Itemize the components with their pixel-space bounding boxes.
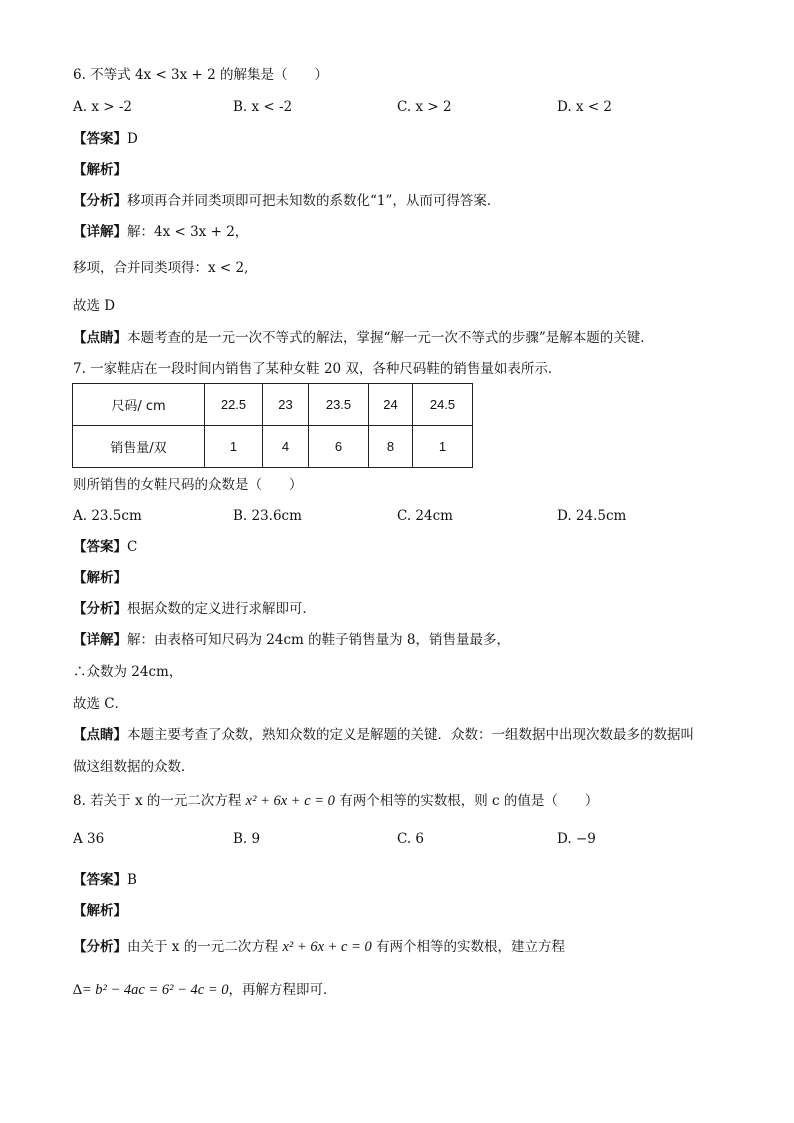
q7-option-d: D. 24.5cm xyxy=(557,508,627,524)
answer-value: B xyxy=(127,872,137,888)
q7-dianjing xyxy=(73,726,694,744)
q8-option-c: C. 6 xyxy=(397,831,425,847)
q8-option-d: D. −9 xyxy=(557,831,596,847)
q7-step2: 故选 C． xyxy=(73,696,129,712)
q6-dianjing xyxy=(73,329,654,347)
q6-stem: 6. 不等式 4x < 3x + 2 的解集是（ ） xyxy=(73,67,329,83)
q8-fenxi-cont xyxy=(73,981,337,999)
fenxi-text-end: 有两个相等的实数根，建立方程 xyxy=(371,939,566,955)
q7-stem: 7. 一家鞋店在一段时间内销售了某种女鞋 20 双，各种尺码鞋的销售量如表所示． xyxy=(73,361,562,377)
table-row xyxy=(73,426,473,468)
size-sales-table xyxy=(72,383,473,468)
q7-xiangjie xyxy=(73,631,510,649)
dianjing-text: 本题考查的是一元一次不等式的解法，掌握“解一元一次不等式的步骤”是解本题的关键． xyxy=(127,330,654,346)
dianjing-tag: 【点睛】 xyxy=(73,727,127,743)
table-row-label: 销售量/双 xyxy=(73,426,205,468)
q8-stem-text: 8. 若关于 x 的一元二次方程 xyxy=(73,793,246,809)
table-cell: 24.5 xyxy=(413,384,473,426)
table-cell: 23 xyxy=(263,384,309,426)
q7-step1: ∴众数为 24cm， xyxy=(73,664,183,680)
dianjing-tag: 【点睛】 xyxy=(73,330,127,346)
dianjing-text: 本题主要考查了众数，熟知众数的定义是解题的关键．众数：一组数据中出现次数最多的数据叫 xyxy=(127,727,694,743)
fenxi-tag: 【分析】 xyxy=(73,193,127,209)
xiangjie-tag: 【详解】 xyxy=(73,632,127,648)
xiangjie-tag: 【详解】 xyxy=(73,224,127,240)
q7-analysis-tag: 【解析】 xyxy=(73,570,127,586)
answer-tag: 【答案】 xyxy=(73,539,127,555)
q6-step1: 移项，合并同类项得：x < 2, xyxy=(73,260,249,276)
q6-analysis-tag: 【解析】 xyxy=(73,162,127,178)
answer-tag: 【答案】 xyxy=(73,131,127,147)
q8-fenxi xyxy=(73,938,565,956)
q6-fenxi xyxy=(73,192,500,210)
q6-option-c: C. x > 2 xyxy=(397,99,452,115)
q8-fenxi-equation: x² + 6x + c = 0 xyxy=(282,939,372,955)
xiangjie-text: 解：4x < 3x + 2， xyxy=(127,224,249,240)
table-cell: 8 xyxy=(369,426,413,468)
fenxi-cont-text: ，再解方程即可． xyxy=(228,982,337,998)
fenxi-text: 由关于 x 的一元二次方程 xyxy=(127,939,283,955)
answer-tag: 【答案】 xyxy=(73,872,127,888)
q7-answer xyxy=(73,538,137,556)
table-cell: 22.5 xyxy=(205,384,263,426)
fenxi-tag: 【分析】 xyxy=(73,601,127,617)
q7-question: 则所销售的女鞋尺码的众数是（ ） xyxy=(73,477,303,493)
q8-option-a: A 36 xyxy=(73,831,105,847)
table-cell: 23.5 xyxy=(309,384,369,426)
discriminant-equation: ∆= b² − 4ac = 6² − 4c = 0 xyxy=(73,982,229,998)
q8-analysis-tag: 【解析】 xyxy=(73,903,127,919)
table-cell: 1 xyxy=(205,426,263,468)
fenxi-text: 根据众数的定义进行求解即可． xyxy=(127,601,316,617)
xiangjie-text: 解：由表格可知尺码为 24cm 的鞋子销售量为 8，销售量最多， xyxy=(127,632,511,648)
q6-step2: 故选 D xyxy=(73,298,116,314)
q7-fenxi xyxy=(73,600,316,618)
q6-option-d: D. x < 2 xyxy=(557,99,613,115)
q8-equation: x² + 6x + c = 0 xyxy=(245,793,335,809)
table-cell: 6 xyxy=(309,426,369,468)
answer-value: C xyxy=(127,539,138,555)
table-row xyxy=(73,384,473,426)
fenxi-tag: 【分析】 xyxy=(73,939,127,955)
q7-option-a: A. 23.5cm xyxy=(73,508,142,524)
q6-xiangjie xyxy=(73,223,248,241)
fenxi-text: 移项再合并同类项即可把未知数的系数化“1”，从而可得答案． xyxy=(127,193,501,209)
q6-answer xyxy=(73,130,138,148)
q7-option-c: C. 24cm xyxy=(397,508,453,524)
q7-option-b: B. 23.6cm xyxy=(233,508,302,524)
q8-stem-text-end: 有两个相等的实数根，则 c 的值是（ ） xyxy=(334,793,599,809)
q7-dianjing-cont: 做这组数据的众数． xyxy=(73,759,195,775)
table-cell: 24 xyxy=(369,384,413,426)
table-cell: 4 xyxy=(263,426,309,468)
q8-answer xyxy=(73,871,137,889)
table-cell: 1 xyxy=(413,426,473,468)
q8-option-b: B. 9 xyxy=(233,831,261,847)
q6-option-b: B. x < -2 xyxy=(233,99,293,115)
table-row-label: 尺码/ cm xyxy=(73,384,205,426)
answer-value: D xyxy=(127,131,138,147)
q6-option-a: A. x > -2 xyxy=(73,99,132,115)
q8-stem xyxy=(73,792,598,810)
